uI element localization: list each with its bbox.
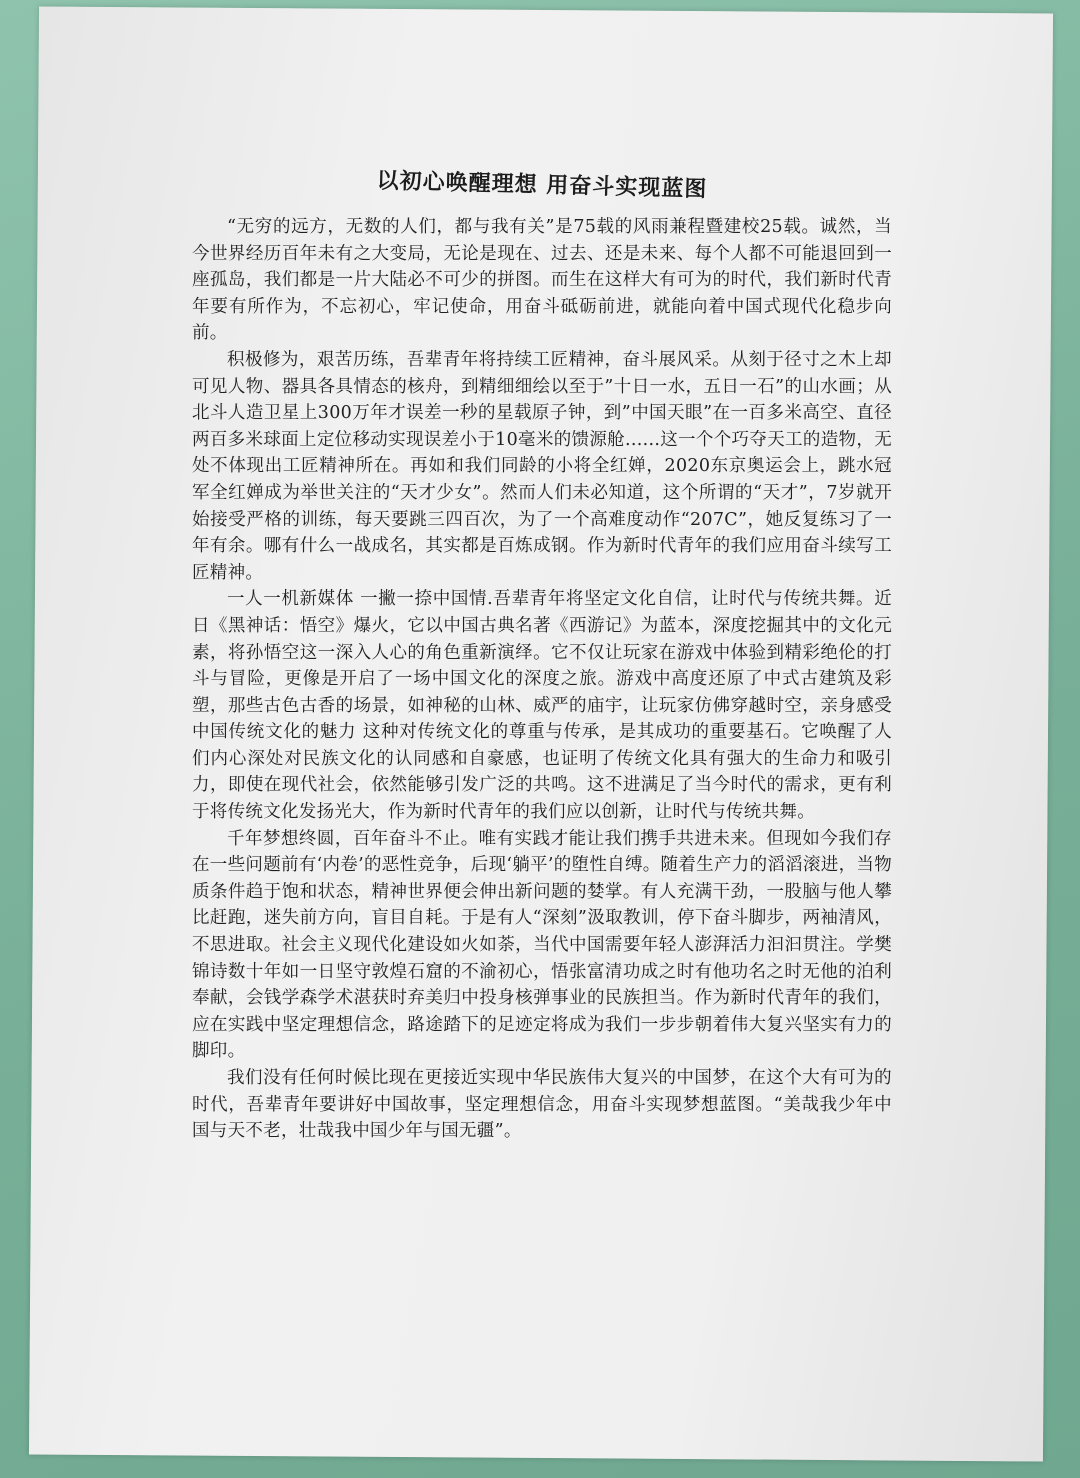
paragraph-5: 我们没有任何时候比现在更接近实现中华民族伟大复兴的中国梦，在这个大有可为的时代，吾辈青年要讲好中国故事，坚定理想信念，用奋斗实现梦想蓝图。“美哉我少年中国与天不老，壮哉我中国少年与国无疆”。	[192, 1068, 892, 1142]
paragraph-2: 积极修为，艰苦历练，吾辈青年将持续工匠精神，奋斗展风采。从刻于径寸之木上却可见人物、器具各具情态的核舟，到精细细绘以至于”十日一水，五日一石”的山水画；从北斗人造卫星上300万年才误差一秒的星载原子钟，到”中国天眼”在一百多米高空、直径两百多米球面上定位移动实现误差小于10毫米的馈源舱......这一个个巧夺天工的造物，无处不体现出工匠精神所在。再如和我们同龄的小将全红婵，2020东京奥运会上，跳水冠军全红婵成为举世关注的“天才少女”。然而人们未必知道，这个所谓的“天才”，7岁就开始接受严格的训练，每天要跳三四百次，为了一个高难度动作“207C”，她反复练习了一年有余。哪有什么一战成名，其实都是百炼成钢。作为新时代青年的我们应用奋斗续写工匠精神。	[192, 349, 892, 583]
document-title: 以初心唤醒理想 用奋斗实现蓝图	[376, 168, 708, 203]
paragraph-3: 一人一机新媒体 一撇一捺中国情.吾辈青年将坚定文化自信，让时代与传统共舞。近日《黑神话：悟空》爆火，它以中国古典名著《西游记》为蓝本，深度挖掘其中的文化元素，将孙悟空这一深入人心的角色重新演绎。它不仅让玩家在游戏中体验到精彩绝伦的打斗与冒险，更像是开启了一场中国文化的深度之旅。游戏中高度还原了中式古建筑及彩塑，那些古色古香的场景，如神秘的山林、威严的庙宇，让玩家仿佛穿越时空，亲身感受中国传统文化的魅力 这种对传统文化的尊重与传承，是其成功的重要基石。它唤醒了人们内心深处对民族文化的认同感和自豪感，也证明了传统文化具有强大的生命力和吸引力，即使在现代社会，依然能够引发广泛的共鸣。这不进满足了当今时代的需求，更有利于将传统文化发扬光大，作为新时代青年的我们应以创新，让时代与传统共舞。	[192, 589, 892, 823]
paragraph-4: 千年梦想终圆，百年奋斗不止。唯有实践才能让我们携手共进未来。但现如今我们存在一些问题前有‘内卷’的恶性竞争，后现‘躺平’的堕性自缚。随着生产力的滔滔滚进，当物质条件趋于饱和状态，精神世界便会伸出新问题的婪掌。有人充满干劲，一股脑与他人攀比赶跑，迷失前方向，盲目自耗。于是有人“深刻”汲取教训，停下奋斗脚步，两袖清风，不思进取。社会主义现代化建设如火如荼，当代中国需要年轻人澎湃活力汩汩贯注。学樊锦诗数十年如一日坚守敦煌石窟的不渝初心，悟张富清功成之时有他功名之时无他的泊利奉献，会钱学森学术湛获时弃美归中投身核弹事业的民族担当。作为新时代青年的我们，应在实践中坚定理想信念，路途踏下的足迹定将成为我们一步步朝着伟大复兴坚实有力的脚印。	[192, 828, 892, 1062]
document-body	[192, 170, 892, 1145]
paragraph-1: “无穷的远方，无数的人们，都与我有关”是75载的风雨兼程暨建校25载。诚然，当今世界经历百年未有之大变局，无论是现在、过去、还是未来、每个人都不可能退回到一座孤岛，我们都是一片大陆必不可少的拼图。而生在这样大有可为的时代，我们新时代青年要有所作为，不忘初心，牢记使命，用奋斗砥砺前进，就能向着中国式现代化稳步向前。	[192, 217, 892, 344]
